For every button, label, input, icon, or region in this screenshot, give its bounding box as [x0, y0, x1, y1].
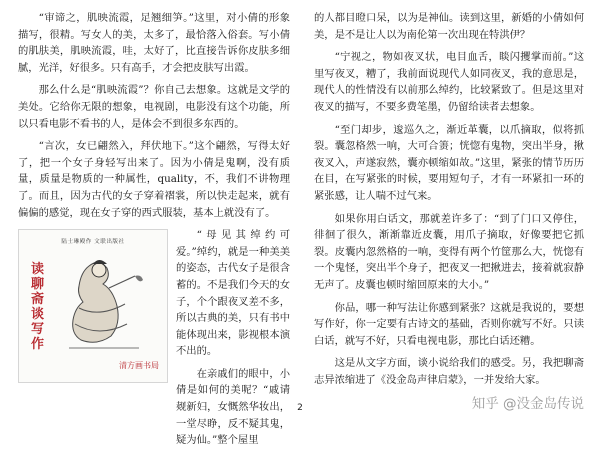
right-column: [314, 10, 584, 394]
figure-header: 陆士琳殿作 文联出版社: [61, 239, 125, 246]
paragraph: 的人都目瞪口呆，以为是神仙。读到这里，新婚的小倩如何美，是不是让人以为南伦第一次出现在特洪伊？: [314, 12, 584, 41]
figure-row: [18, 227, 290, 455]
paragraph: “审谛之，肌映流霞，足翘细笋。”这里，对小倩的形象描写，很精。写女人的美，太多了，最恰落入俗套。写小倩的肌肤美，肌映流霞，哇，太好了，比直接告诉你皮肤多细腻，光洋，好很多。只有高手，才会把皮肤写出霞。: [18, 12, 290, 74]
paragraph: 你品，哪一种写法让你感到紧张？这就是我说的，要想写作好，你一定要有古诗文的基础，否则你就写不好。只读白话，就写不好，只看电视电影，那比白话还糟。: [314, 301, 584, 347]
paragraph: 如果你用白话文，那就差许多了：“到了门口又停住，徘徊了很久，渐渐靠近皮囊，用爪子摘取，好像要把它抓裂。皮囊内忽然格的一响，变得有两个竹筐那么大，恍惚有一个鬼怪，突出半个身子，把夜叉一把揪进去，接着就寂静无声了。皮囊也顿时缩回原来的大小。”: [314, 212, 584, 291]
watermark: [472, 392, 584, 412]
paragraph: 这是从文字方面，谈小说给我们的感受。另，我把聊斋志异浓缩进了《没金岛声律启蒙》，一并发给大家。: [314, 357, 584, 386]
figure-illustration: [49, 248, 161, 366]
page-number: 2: [297, 403, 303, 413]
paragraph: 那么什么是“肌映流霞”？你自己去想象。这就是文学的美处。它给你无限的想象，电视剧，电影没有这个功能，所以只看电影不看书的人，是体会不到很多东西的。: [18, 84, 290, 130]
left-column: [18, 10, 290, 455]
paragraph: “言次，女已翩然入，拜伏地下。”这个翩然，写得太好了，把一个女子身轻写出来了。因为小倩是鬼啊，没有质量，质量是物质的一种属性，quality，不，我们不讲物理了。而且，因为古代的女子穿着褶裳，所以快走起来，就有偏偏的感觉，现在女子穿的西式服装，基本上就没有了。: [18, 140, 290, 219]
figure-title: 读聊斋谈写作: [31, 262, 45, 353]
paragraph: “母见其绰约可爱。”绰约，就是一种美美的姿态，古代女子是很含蓄的。不是我们今天的女子，个个跟夜叉差不多，所以古典的美，只有书中能体现出来，影视根本演不出的。: [176, 229, 290, 358]
watermark-text: 知乎 @没金岛传说: [471, 396, 584, 412]
figure-seal: 清方画书局: [119, 360, 159, 370]
paragraph: “宁视之，物如夜叉状，电目血舌，睒闪攫掌而前。”这里写夜叉，糟了，我前面说现代人如同夜叉，我的意思是，现代人的性情没有以前那么绰约，比较紧致了。但是这里对夜叉的描写，不要多费笔墨，仍留给读者去想象。: [314, 51, 584, 113]
paragraph: “至门却步，逡巡久之，渐近革囊，以爪摘取，似将抓裂。囊忽格然一响，大可合箦；恍惚有鬼物，突出半身，揪夜叉入，声遂寂然，囊亦顿缩如故。”这里，紧张的情节历历在目，在写紧张的时候，要用短句子，才有一环紧扣一环的紧张感，让人喘不过气来。: [314, 123, 584, 202]
paragraph: 在亲戚们的眼中，小倩是如何的美呢？“戚请觌新妇，女慨然华妆出，一堂尽睁，反不疑其鬼，疑为仙。”整个屋里: [176, 367, 290, 447]
figure-side-text: [176, 227, 290, 455]
book-cover-figure: [18, 229, 168, 383]
